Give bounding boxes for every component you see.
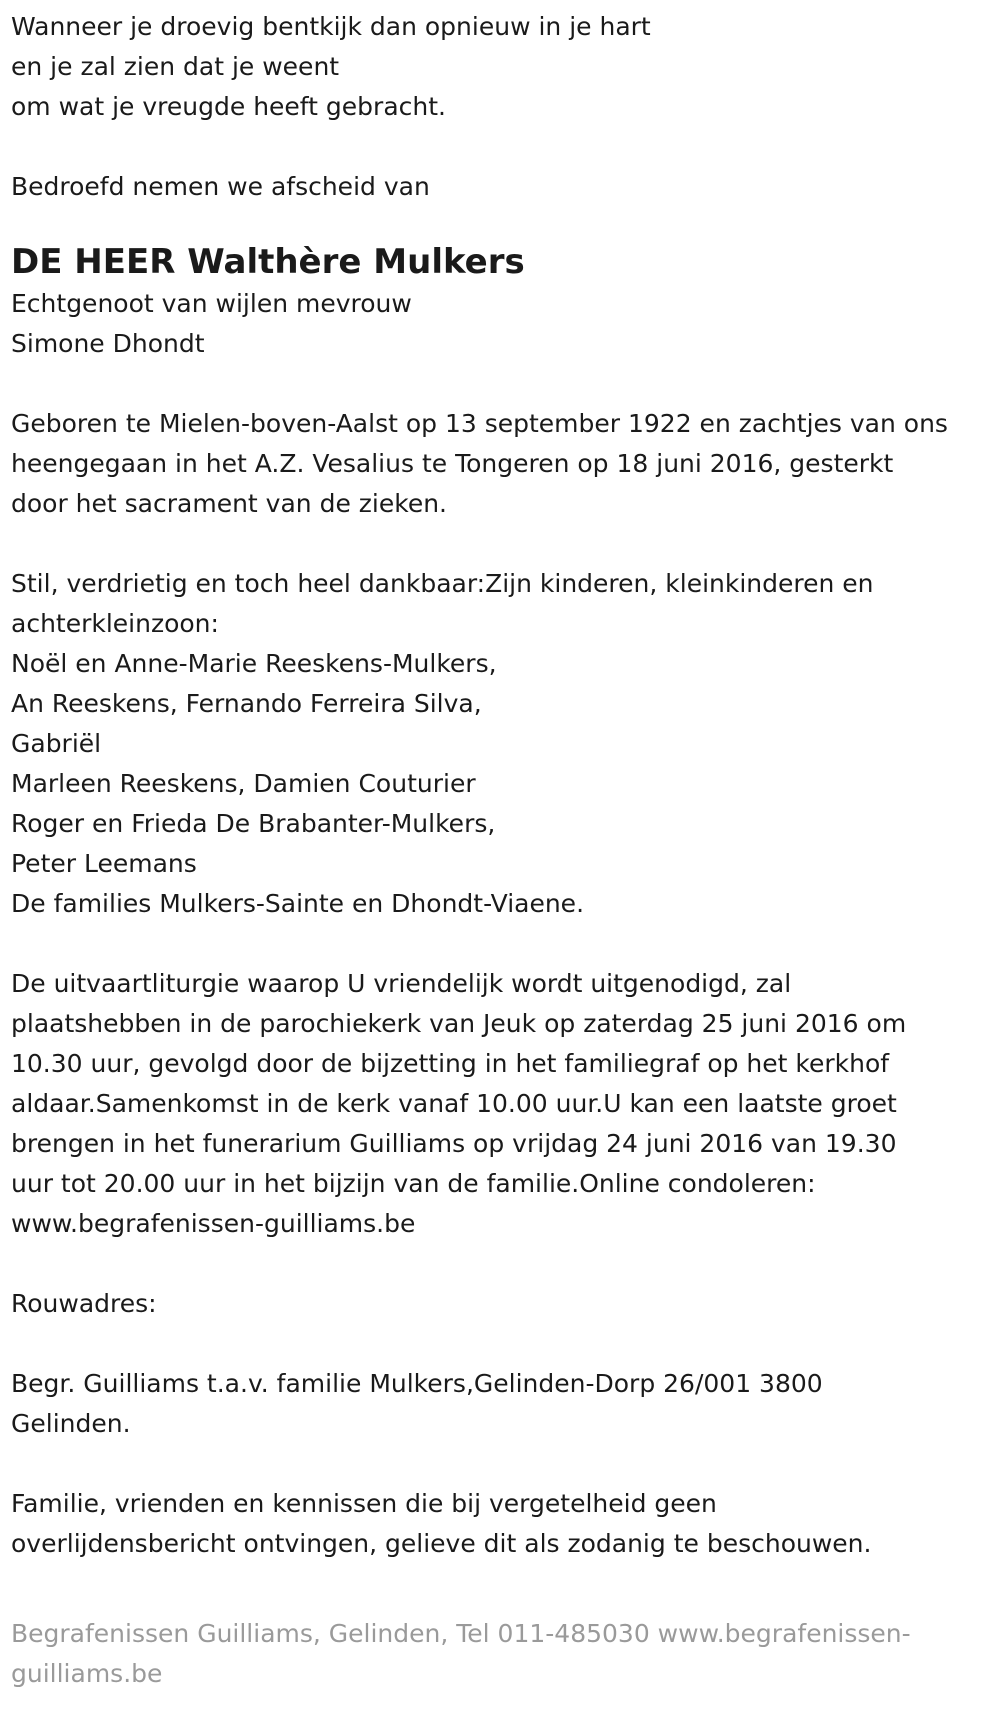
spacer	[11, 1444, 1000, 1484]
spacer	[11, 127, 1000, 167]
closing-line: overlijdensbericht ontvingen, gelieve dit als zodanig te beschouwen.	[11, 1529, 872, 1558]
spouse-info	[11, 284, 1000, 364]
ceremony-line: uur tot 20.00 uur in het bijzijn van de familie.Online condoleren:	[11, 1169, 816, 1198]
family-line: Gabriël	[11, 729, 102, 758]
ceremony-line: De uitvaartliturgie waarop U vriendelijk wordt uitgenodigd, zal	[11, 969, 792, 998]
closing-line: Familie, vrienden en kennissen die bij vergetelheid geen	[11, 1489, 717, 1518]
address-line: Gelinden.	[11, 1409, 131, 1438]
birth-death-line: door het sacrament van de zieken.	[11, 489, 447, 518]
address-label: Rouwadres:	[11, 1289, 157, 1318]
footer-line: guilliams.be	[11, 1659, 163, 1688]
birth-death-line: heengegaan in het A.Z. Vesalius te Tongeren op 18 juni 2016, gesterkt	[11, 449, 894, 478]
footer-line: Begrafenissen Guilliams, Gelinden, Tel 011-485030 www.begrafenissen-	[11, 1619, 911, 1648]
deceased-name: DE HEER Walthère Mulkers	[11, 242, 525, 282]
poem-line: en je zal zien dat je weent	[11, 52, 340, 81]
intro-text: Bedroefd nemen we afscheid van	[11, 172, 430, 201]
spouse-line: Echtgenoot van wijlen mevrouw	[11, 289, 412, 318]
family-line: Stil, verdrietig en toch heel dankbaar:Zijn kinderen, kleinkinderen en	[11, 569, 874, 598]
poem	[11, 7, 1000, 127]
family-line: achterkleinzoon:	[11, 609, 219, 638]
birth-death-line: Geboren te Mielen-boven-Aalst op 13 september 1922 en zachtjes van ons	[11, 409, 948, 438]
ceremony-info	[11, 964, 1000, 1244]
ceremony-line: plaatshebben in de parochiekerk van Jeuk op zaterdag 25 juni 2016 om	[11, 1009, 907, 1038]
family-line: An Reeskens, Fernando Ferreira Silva,	[11, 689, 482, 718]
family-line: Peter Leemans	[11, 849, 197, 878]
spacer	[11, 1324, 1000, 1364]
ceremony-line: aldaar.Samenkomst in de kerk vanaf 10.00 uur.U kan een laatste groet	[11, 1089, 897, 1118]
mourning-address	[11, 1364, 1000, 1444]
poem-line: om wat je vreugde heeft gebracht.	[11, 92, 446, 121]
family-line: Noël en Anne-Marie Reeskens-Mulkers,	[11, 649, 497, 678]
spacer	[11, 1244, 1000, 1284]
spacer	[11, 924, 1000, 964]
spacer	[11, 1564, 1000, 1604]
address-line: Begr. Guilliams t.a.v. familie Mulkers,Gelinden-Dorp 26/001 3800	[11, 1369, 823, 1398]
family-list	[11, 564, 1000, 924]
condolence-url[interactable]: www.begrafenissen-guilliams.be	[11, 1209, 416, 1238]
spouse-line: Simone Dhondt	[11, 329, 205, 358]
spacer	[11, 364, 1000, 404]
birth-death-info	[11, 404, 1000, 524]
closing-note	[11, 1484, 1000, 1564]
funeral-home-footer	[11, 1614, 1000, 1694]
spacer	[11, 524, 1000, 564]
ceremony-line: brengen in het funerarium Guilliams op vrijdag 24 juni 2016 van 19.30	[11, 1129, 897, 1158]
ceremony-line: 10.30 uur, gevolgd door de bijzetting in het familiegraf op het kerkhof	[11, 1049, 890, 1078]
family-line: Marleen Reeskens, Damien Couturier	[11, 769, 476, 798]
family-line: De families Mulkers-Sainte en Dhondt-Viaene.	[11, 889, 585, 918]
poem-line: Wanneer je droevig bentkijk dan opnieuw in je hart	[11, 12, 651, 41]
family-line: Roger en Frieda De Brabanter-Mulkers,	[11, 809, 496, 838]
